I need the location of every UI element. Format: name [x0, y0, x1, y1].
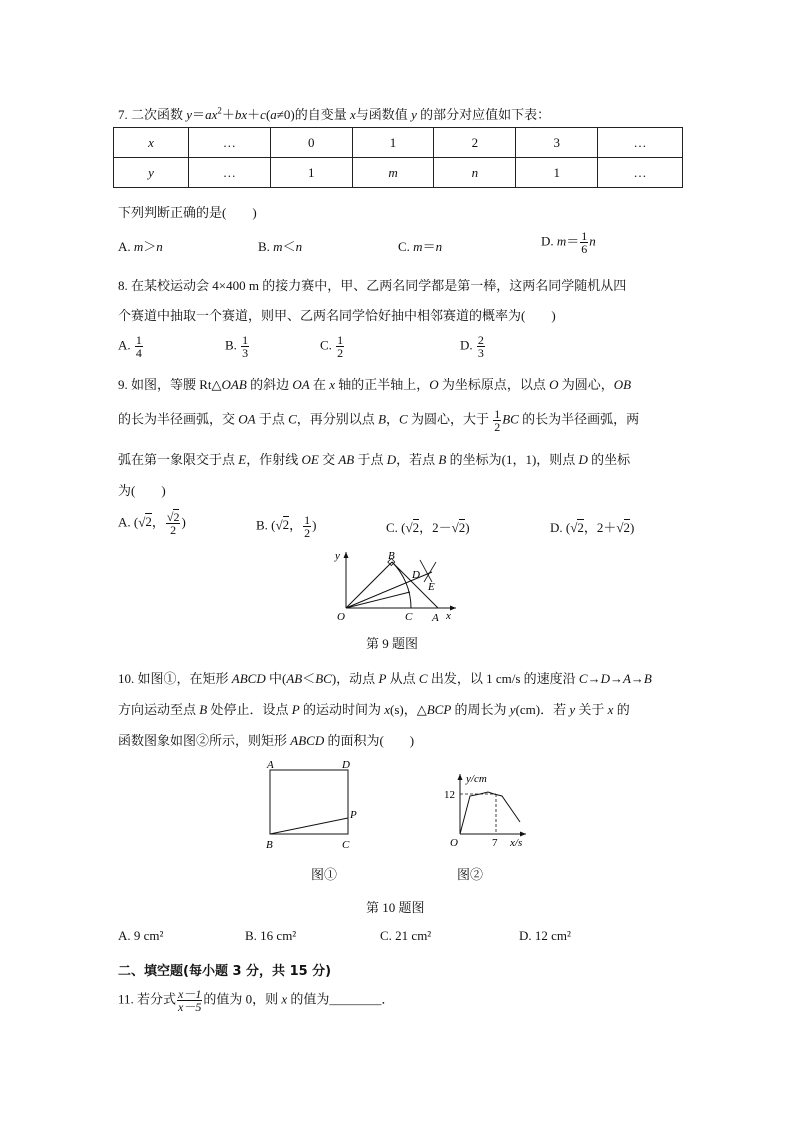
table-cell: 2 — [434, 128, 516, 158]
q7-stem: 7. 二次函数 $y=ax^2+bx+c(a\ne 0)$的自变量 x与函数值 y 的部分对应值如下表： — [118, 105, 551, 122]
q10-fig1-caption: 图① — [311, 867, 338, 882]
q10-option-c: C. 21 cm² — [380, 928, 432, 943]
q10-fig1-label-d: D — [342, 759, 350, 771]
table-cell: … — [188, 158, 270, 188]
q10-fig2-x7: 7 — [492, 837, 498, 849]
q9-option-d: D. (√2，2＋√2) — [550, 520, 635, 535]
table-cell: m — [352, 158, 434, 188]
table-row — [114, 128, 683, 158]
q8-line2: 个赛道中抽取一个赛道，则甲、乙两名同学恰好抽中相邻赛道的概率为( ) — [118, 308, 556, 323]
q9-line1: 9. 如图，等腰 Rt△OAB 的斜边 OA 在 x 轴的正半轴上，O 为坐标原点，以点 O 为圆心，OB — [118, 377, 632, 392]
table-cell: 1 — [352, 128, 434, 158]
table-row — [114, 158, 683, 188]
q9-label-a: A — [432, 612, 439, 624]
q8-option-d: D. $\frac{2}{3}$ — [460, 333, 484, 360]
q9-label-b: B — [388, 550, 395, 562]
q10-option-a: A. 9 cm² — [118, 928, 164, 943]
q7-option-a: A. m＞n — [118, 239, 163, 254]
q9-label-o: O — [337, 611, 345, 623]
q11-line: 11. 若分式 $\frac{x-1}{x-5}$ 的值为 0，则 x 的值为________． — [118, 987, 395, 1014]
q9-option-b: B. (√2， $\frac{1}{2}$ ) — [256, 513, 317, 540]
q7-option-b: B. m＜n — [258, 239, 303, 254]
q10-fig1-label-p: P — [350, 809, 357, 821]
q8-option-a: A. $\frac{1}{4}$ — [118, 333, 142, 360]
q10-fig2-origin: O — [450, 837, 458, 849]
q10-fig1-label-b: B — [266, 839, 273, 851]
table-cell: … — [598, 128, 683, 158]
value-table — [113, 127, 683, 188]
q10-figure-1 — [262, 756, 362, 852]
q8-option-c: C. $\frac{1}{2}$ — [320, 333, 344, 360]
q10-fig2-ylabel: y/cm — [466, 773, 487, 785]
q8-line1: 8. 在某校运动会 4×400 m 的接力赛中，甲、乙两名同学都是第一棒，这两名同学随机从四 — [118, 278, 627, 293]
table-cell: n — [434, 158, 516, 188]
q9-label-d: D — [412, 569, 420, 581]
section-2-heading: 二、填空题(每小题 3 分，共 15 分) — [118, 964, 332, 979]
q10-option-d: D. 12 cm² — [519, 928, 571, 943]
q7-prompt: 下列判断正确的是( ) — [118, 205, 257, 220]
table-cell: 1 — [516, 158, 598, 188]
q9-option-a: A. (√2， $\frac{√2}{2}$ ) — [118, 510, 186, 537]
q10-line1: 10. 如图①，在矩形 ABCD 中(AB＜BC)，动点 P 从点 C 出发，以 1 cm/s 的速度沿 C→D→A→B — [118, 671, 652, 686]
q9-line2: 的长为半径画弧，交 OA 于点 C，再分别以点 B，C 为圆心，大于 $\frac{1}{2}$ BC 的长为半径画弧，两 — [118, 407, 640, 434]
q10-fig1-label-c: C — [342, 839, 350, 851]
q10-line2: 方向运动至点 B 处停止．设点 P 的运动时间为 x(s)，△BCP 的周长为 y(cm)．若 y 关于 x 的 — [118, 702, 630, 717]
table-cell: y — [114, 158, 189, 188]
q7-option-d: D. m＝ $\frac{1}{6}$ n — [541, 229, 596, 256]
table-cell: … — [598, 158, 683, 188]
q10-caption: 第 10 题图 — [366, 900, 425, 915]
table-cell: 0 — [270, 128, 352, 158]
table-cell: … — [188, 128, 270, 158]
q9-option-c: C. (√2，2－√2) — [386, 520, 470, 535]
q10-fig1-label-a: A — [267, 759, 274, 771]
q10-fig2-y12: 12 — [444, 789, 455, 801]
q9-line3: 弧在第一象限交于点 E，作射线 OE 交 AB 于点 D，若点 B 的坐标为(1，1)，则点 D 的坐标 — [118, 452, 631, 467]
q7-option-c: C. m＝n — [398, 239, 443, 254]
q9-label-y: y — [335, 550, 340, 562]
q9-label-x: x — [446, 610, 451, 622]
q10-option-b: B. 16 cm² — [245, 928, 297, 943]
q10-fig2-xlabel: x/s — [510, 837, 523, 849]
q10-figure-2 — [440, 768, 540, 852]
q9-caption: 第 9 题图 — [366, 636, 419, 651]
table-cell: 3 — [516, 128, 598, 158]
q9-line4: 为( ) — [118, 483, 166, 498]
q9-label-c: C — [405, 611, 413, 623]
table-cell: x — [114, 128, 189, 158]
q9-label-e: E — [428, 581, 435, 593]
q9-figure — [332, 548, 462, 626]
q10-fig2-caption: 图② — [457, 867, 484, 882]
q8-option-b: B. $\frac{1}{3}$ — [225, 333, 249, 360]
q10-line3: 函数图象如图②所示，则矩形 ABCD 的面积为( ) — [118, 733, 415, 748]
table-cell: 1 — [270, 158, 352, 188]
